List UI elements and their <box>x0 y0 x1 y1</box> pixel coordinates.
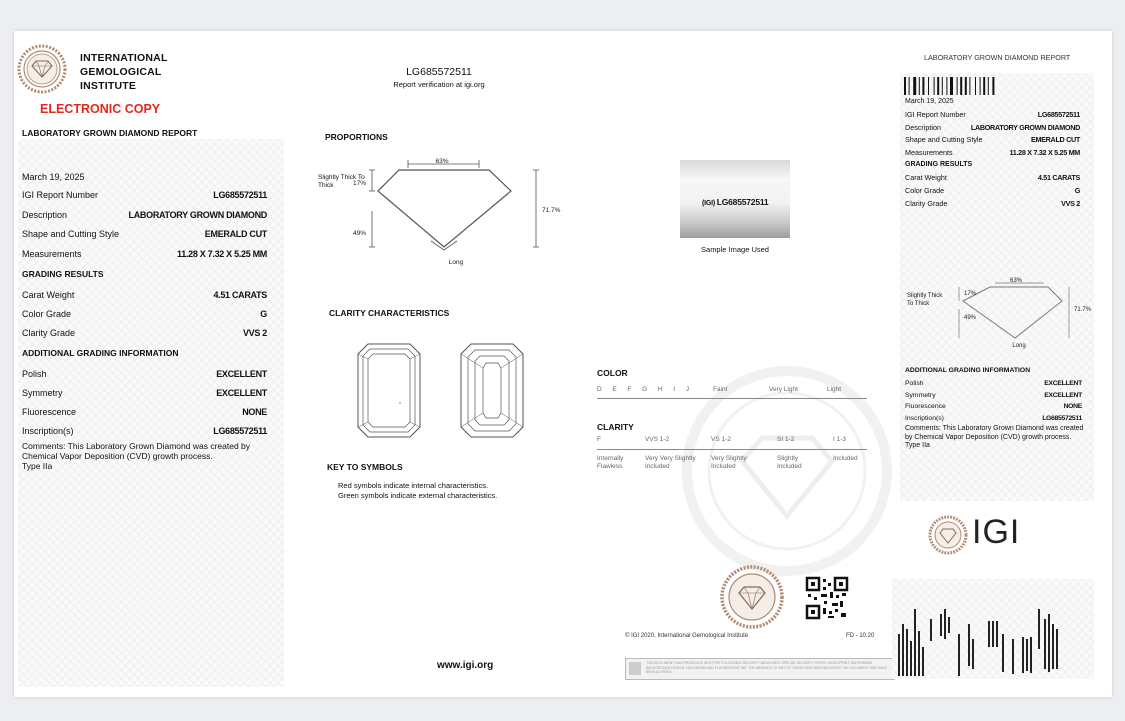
right-grading-row <box>905 186 1080 195</box>
color-grade: E <box>612 386 617 393</box>
right-type-text: Type IIa <box>905 442 930 449</box>
additional-row-value: LG685572511 <box>213 426 267 436</box>
grading-row-value: 4.51 CARATS <box>213 290 267 300</box>
type-text: Type IIa <box>22 461 53 471</box>
right-table-percent: 63% <box>1009 278 1023 284</box>
additional-row <box>22 388 267 398</box>
detail-row-value: LABORATORY GROWN DIAMOND <box>128 209 267 220</box>
org-line: INTERNATIONAL <box>80 52 168 64</box>
igi-seal-icon <box>17 44 67 94</box>
additional-row <box>22 426 267 436</box>
right-grading-title: GRADING RESULTS <box>905 161 973 168</box>
crown-percent: 17% <box>352 180 366 187</box>
detail-row-value: LG685572511 <box>213 190 267 200</box>
color-faint: Faint <box>713 386 728 393</box>
additional-row-label: Inscription(s) <box>22 426 74 436</box>
clarity-grade: SI 1-2 <box>777 436 795 443</box>
additional-row-value: NONE <box>242 407 267 417</box>
key-line-green: Green symbols indicate external characteristics. <box>338 491 498 500</box>
right-additional-row-label: Polish <box>905 380 924 387</box>
detail-row <box>22 229 267 239</box>
right-detail-row-value: EMERALD CUT <box>1030 135 1080 144</box>
right-detail-row-label: Measurements <box>905 147 953 157</box>
lock-icon <box>629 662 641 675</box>
clarity-scale-title: CLARITY <box>597 422 634 432</box>
org-line: GEMOLOGICAL <box>80 66 162 78</box>
detail-row <box>22 249 267 259</box>
clarity-grade: VVS 1-2 <box>645 436 670 443</box>
clarity-desc: Included <box>833 455 858 462</box>
clarity-plot-diagram <box>358 343 530 439</box>
report-title: LABORATORY GROWN DIAMOND REPORT <box>22 128 198 138</box>
grading-results-title: GRADING RESULTS <box>22 269 104 279</box>
footer-seal-icon <box>720 565 784 629</box>
electronic-copy-label: ELECTRONIC COPY <box>40 102 161 116</box>
right-detail-row <box>905 123 1080 132</box>
right-grading-row <box>905 199 1080 208</box>
right-additional-row-value: NONE <box>1063 403 1082 410</box>
form-number: FD - 10.20 <box>846 633 875 639</box>
right-comments <box>905 425 1085 451</box>
right-crown-percent: 17% <box>964 291 977 297</box>
additional-row-label: Fluorescence <box>22 407 77 417</box>
verification-note: Report verification at igi.org <box>393 80 485 89</box>
right-detail-row <box>905 148 1080 157</box>
color-scale-title: COLOR <box>597 368 628 378</box>
grading-row <box>22 309 267 319</box>
right-grading-row-label: Color Grade <box>905 186 945 195</box>
right-pavilion-percent: 49% <box>964 315 977 321</box>
right-additional-row-label: Symmetry <box>905 391 936 399</box>
key-to-symbols-title: KEY TO SYMBOLS <box>327 462 403 472</box>
color-very-light: Very Light <box>769 386 798 393</box>
right-report-title: LABORATORY GROWN DIAMOND REPORT <box>924 53 1071 62</box>
detail-row-label: Measurements <box>22 249 82 260</box>
right-additional-row-value: EXCELLENT <box>1044 380 1082 387</box>
igi-logo-seal-icon <box>928 515 968 555</box>
right-detail-row-label: Shape and Cutting Style <box>905 135 983 144</box>
right-comments-text: Comments: This Laboratory Grown Diamond was created by Chemical Vapor Deposition (CVD) growth process. <box>905 425 1084 441</box>
right-grading-row-value: 4.51 CARATS <box>1037 173 1080 182</box>
detail-row-value: EMERALD CUT <box>204 229 267 240</box>
additional-row <box>22 369 267 379</box>
color-grade: J <box>685 386 689 393</box>
proportions-title: PROPORTIONS <box>325 132 388 142</box>
igi-logo-text: IGI <box>972 513 1021 551</box>
additional-row-label: Symmetry <box>22 388 63 398</box>
grading-row-label: Clarity Grade <box>22 328 76 338</box>
clarity-desc: Internally Flawless <box>597 455 624 470</box>
grading-row-label: Carat Weight <box>22 290 75 300</box>
additional-grading-title: ADDITIONAL GRADING INFORMATION <box>22 348 179 358</box>
grading-row-value: G <box>260 309 267 319</box>
right-grading-row-value: G <box>1074 186 1080 195</box>
clarity-grade: F <box>597 436 601 443</box>
additional-row <box>22 407 267 417</box>
right-additional-row-value: LG685572511 <box>1042 414 1082 422</box>
right-additional-row <box>905 392 1082 399</box>
grading-row <box>22 328 267 338</box>
right-proportions-diagram <box>904 271 1092 351</box>
sample-image <box>680 160 790 238</box>
clarity-scale-line <box>597 449 867 450</box>
right-additional-row-value: EXCELLENT <box>1044 391 1082 399</box>
color-light: Light <box>827 386 842 393</box>
right-additional-title: ADDITIONAL GRADING INFORMATION <box>905 367 1031 374</box>
detail-row-value: 11.28 X 7.32 X 5.25 MM <box>177 249 267 260</box>
right-grading-row-label: Clarity Grade <box>905 199 948 208</box>
table-percent: 63% <box>435 158 449 165</box>
sample-caption: Sample Image Used <box>701 245 769 254</box>
color-grade: G <box>642 386 648 393</box>
detail-row <box>22 190 267 200</box>
rotated-summary-lines <box>892 579 1094 679</box>
right-detail-row <box>905 110 1080 119</box>
right-depth-percent: 71.7% <box>1074 307 1092 313</box>
right-detail-row <box>905 135 1080 144</box>
clarity-desc: Very Slightly Included <box>711 455 747 470</box>
color-scale-line <box>597 398 867 399</box>
disclaimer-text: THIS DOCUMENT WAS PRODUCED WITH THE FOLLOWING SECURITY MEASURES: SPECIAL SECURITY PAPER, MICROPRINT, WATERMARK, BACKGROUND DESIGN, HOLOGRAM AND FLUORESCENT INK. THE ABSENCE OF ANY OF THESE FEATURES INDICATES THE DOCUMENT MAY HAVE BEEN ALTERED. <box>646 661 887 674</box>
color-grade: H <box>657 386 663 393</box>
qr-code-icon <box>806 577 848 619</box>
pavilion-percent: 49% <box>352 230 366 237</box>
right-additional-row <box>905 415 1082 422</box>
grading-row-label: Color Grade <box>22 309 72 319</box>
detail-row <box>22 210 267 220</box>
girdle-label: Slightly Thick To Thick <box>318 174 365 189</box>
detail-row-label: IGI Report Number <box>22 190 99 200</box>
additional-row-label: Polish <box>22 369 47 379</box>
right-additional-row-label: Inscription(s) <box>905 414 944 422</box>
color-grade: D <box>597 386 602 393</box>
igi-mini-logo-icon: (IGI) <box>702 200 717 207</box>
color-grade-list <box>597 386 689 393</box>
right-detail-row-label: IGI Report Number <box>905 110 966 119</box>
report-sheet <box>14 31 1112 697</box>
right-grading-row <box>905 173 1080 182</box>
org-name <box>80 51 168 93</box>
right-additional-row <box>905 380 1082 387</box>
right-girdle-label: Slightly Thick To Thick <box>907 293 943 307</box>
rotated-summary <box>892 579 1094 679</box>
depth-percent: 71.7% <box>542 207 561 214</box>
detail-row-label: Shape and Cutting Style <box>22 229 120 240</box>
additional-row-value: EXCELLENT <box>216 369 267 379</box>
org-line: INSTITUTE <box>80 80 137 92</box>
copyright-text: © IGI 2020, International Gemological Institute <box>625 633 749 639</box>
right-grading-row-label: Carat Weight <box>905 173 947 182</box>
website-text: www.igi.org <box>437 660 494 671</box>
sample-inscription <box>702 197 768 207</box>
color-grade: F <box>627 386 632 393</box>
clarity-desc: Slightly Included <box>777 455 802 470</box>
security-disclaimer <box>625 658 895 680</box>
key-line-red: Red symbols indicate internal characteristics. <box>338 481 489 490</box>
right-culet-label: Long <box>1012 343 1026 349</box>
grading-row <box>22 290 267 300</box>
right-report-date: March 19, 2025 <box>905 98 954 105</box>
right-additional-row-label: Fluorescence <box>905 403 946 410</box>
left-comments <box>22 441 267 471</box>
culet-label: Long <box>448 259 464 266</box>
right-detail-row-value: LG685572511 <box>1037 110 1080 119</box>
clarity-grade: VS 1-2 <box>711 436 731 443</box>
barcode-icon <box>904 77 1014 97</box>
proportions-diagram <box>314 151 561 271</box>
color-grade: I <box>673 386 676 393</box>
right-detail-row-value: LABORATORY GROWN DIAMOND <box>970 122 1080 132</box>
grading-row-value: VVS 2 <box>242 328 267 338</box>
comments-text: Comments: This Laboratory Grown Diamond was created by Chemical Vapor Deposition (CVD) growth process. <box>22 441 251 461</box>
report-number-heading: LG685572511 <box>406 66 472 78</box>
right-grading-row-value: VVS 2 <box>1061 199 1080 208</box>
right-detail-row-label: Description <box>905 122 941 132</box>
additional-row-value: EXCELLENT <box>216 388 267 398</box>
report-date: March 19, 2025 <box>22 172 85 182</box>
clarity-grade: I 1-3 <box>833 436 847 443</box>
right-detail-row-value: 11.28 X 7.32 X 5.25 MM <box>1009 147 1080 157</box>
detail-row-label: Description <box>22 209 68 220</box>
sample-inscription-text: LG685572511 <box>716 197 769 207</box>
right-additional-row <box>905 403 1082 410</box>
clarity-desc: Very Very Slightly Included <box>645 455 696 470</box>
clarity-characteristics-title: CLARITY CHARACTERISTICS <box>329 308 450 318</box>
